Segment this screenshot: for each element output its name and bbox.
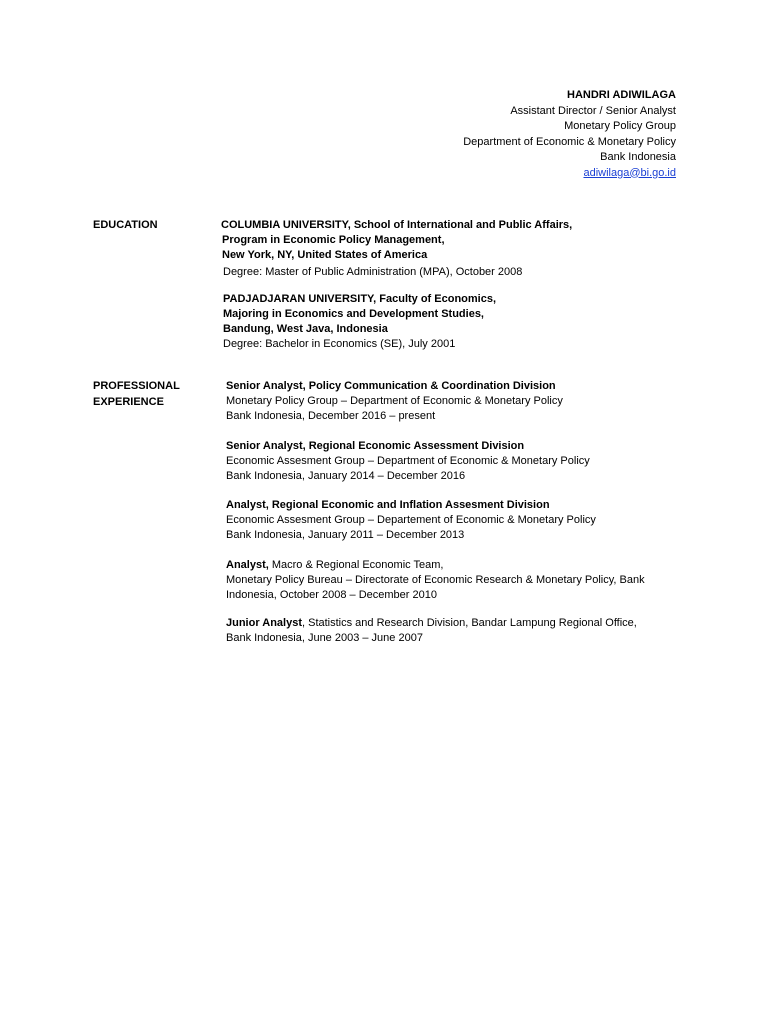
experience-entry-4 [226,558,645,603]
experience-title-rest: , Statistics and Research Division, Bandar Lampung Regional Office, [302,617,637,629]
experience-title: Analyst, Regional Economic and Inflation Assesment Division [226,499,550,511]
education-entry-padjadjaran [223,292,496,352]
experience-title: Senior Analyst, Policy Communication & Coordination Division [226,380,556,392]
experience-title: Junior Analyst [226,617,302,629]
experience-entry-3 [226,498,596,543]
person-name: HANDRI ADIWILAGA [567,89,676,101]
experience-date-line: Indonesia, October 2008 – December 2010 [226,589,437,601]
experience-entry-5 [226,616,637,646]
group-name: Monetary Policy Group [564,120,676,132]
job-title: Assistant Director / Senior Analyst [510,104,676,117]
experience-org-line: Monetary Policy Bureau – Directorate of Economic Research & Monetary Policy, Bank [226,574,645,586]
experience-org-line: Economic Assesment Group – Department of Economic & Monetary Policy [226,455,590,467]
experience-title: Senior Analyst, Regional Economic Assessment Division [226,440,525,452]
experience-label-line2: EXPERIENCE [93,396,164,408]
experience-label-line1: PROFESSIONAL [93,380,180,392]
education-degree-line: Degree: Bachelor in Economics (SE), July 2001 [223,338,456,350]
experience-org-line: Monetary Policy Group – Department of Economic & Monetary Policy [226,395,563,407]
education-school-line: PADJADJARAN UNIVERSITY, Faculty of Economics, [223,293,497,305]
contact-header [463,88,676,181]
experience-entry-2 [226,439,590,484]
institution-name: Bank Indonesia [600,151,676,163]
education-school-line: COLUMBIA UNIVERSITY, School of International and Public Affairs, [221,219,573,231]
education-program-line: Majoring in Economics and Development Studies, [223,308,484,320]
experience-date-line: Bank Indonesia, December 2016 – present [226,410,436,422]
education-degree-line: Degree: Master of Public Administration (MPA), October 2008 [223,266,523,278]
education-label [93,218,158,234]
email-link[interactable]: adiwilaga@bi.go.id [583,166,676,179]
experience-title-rest: Macro & Regional Economic Team, [268,559,444,571]
education-location-line: New York, NY, United States of America [222,249,428,261]
experience-label [93,379,180,411]
experience-entry-1 [226,379,563,424]
education-program-line: Program in Economic Policy Management, [222,234,445,246]
experience-date-line: Bank Indonesia, January 2014 – December 2016 [226,470,466,482]
experience-date-line: Bank Indonesia, June 2003 – June 2007 [226,632,423,644]
education-entry-columbia [221,218,572,280]
experience-title: Analyst, [226,559,269,571]
experience-date-line: Bank Indonesia, January 2011 – December 2013 [226,529,465,541]
experience-org-line: Economic Assesment Group – Departement of Economic & Monetary Policy [226,514,596,526]
department-name: Department of Economic & Monetary Policy [463,135,676,148]
education-label-text: EDUCATION [93,219,158,231]
education-location-line: Bandung, West Java, Indonesia [223,323,388,335]
